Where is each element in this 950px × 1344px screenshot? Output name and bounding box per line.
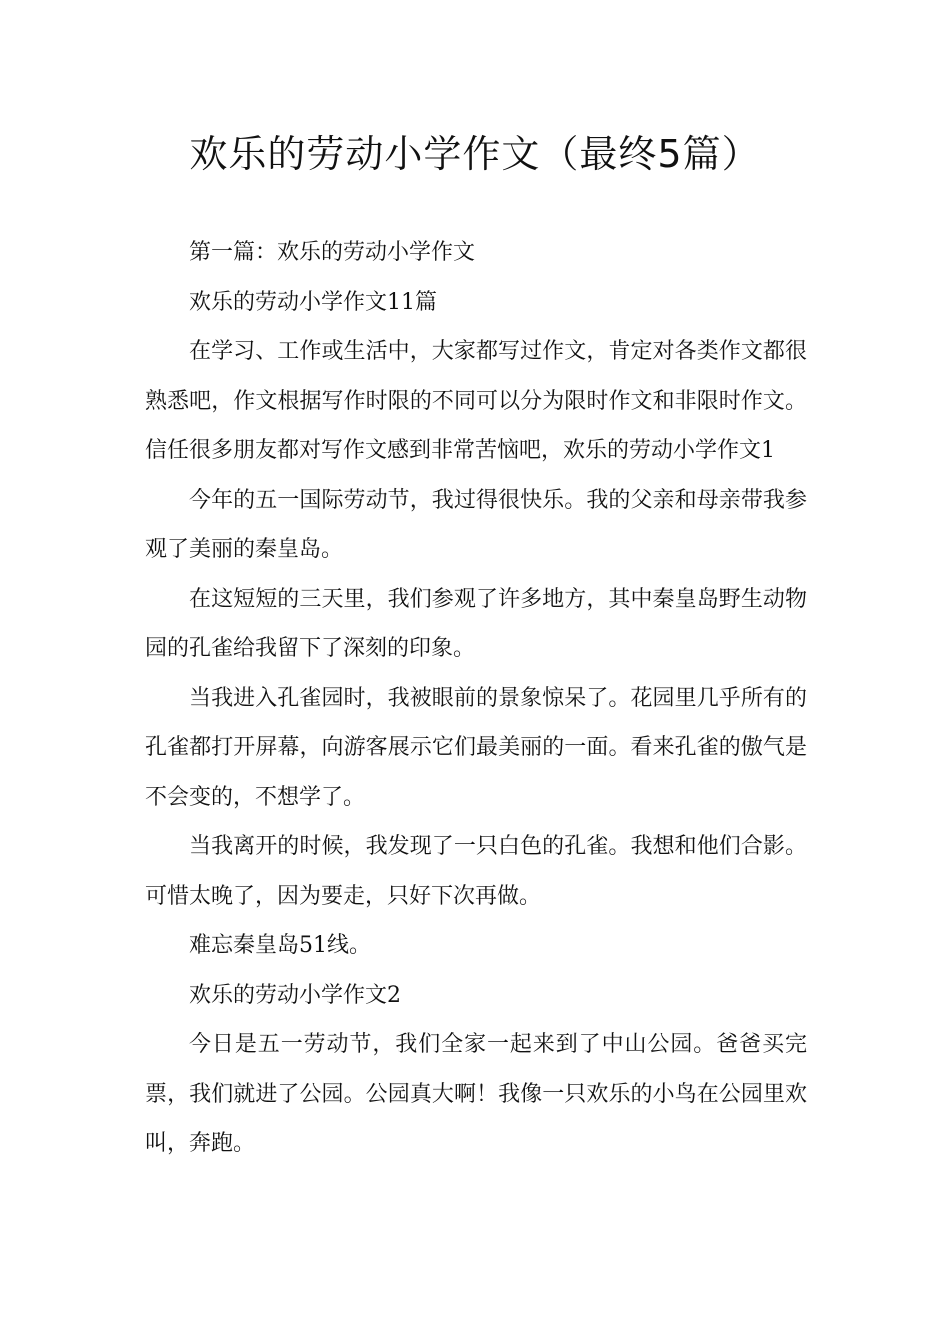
paragraph: 当我进入孔雀园时，我被眼前的景象惊呆了。花园里几乎所有的孔雀都打开屏幕，向游客展示它们最美丽的一面。看来孔雀的傲气是不会变的，不想学了。 — [145, 685, 807, 810]
paragraph: 今年的五一国际劳动节，我过得很快乐。我的父亲和母亲带我参观了美丽的秦皇岛。 — [145, 487, 807, 562]
document-body — [145, 228, 807, 1169]
paragraph: 在学习、工作或生活中，大家都写过作文，肯定对各类作文都很熟悉吧，作文根据写作时限的不同可以分为限时作文和非限时作文。信任很多朋友都对写作文感到非常苦恼吧，欢乐的劳动小学作文1 — [145, 339, 807, 463]
document-title: 欢乐的劳动小学作文（最终5篇） — [189, 132, 761, 176]
paragraph: 在这短短的三天里，我们参观了许多地方，其中秦皇岛野生动物园的孔雀给我留下了深刻的印象。 — [145, 586, 807, 661]
paragraph: 欢乐的劳动小学作文11篇 — [189, 289, 437, 315]
paragraph: 欢乐的劳动小学作文2 — [189, 982, 401, 1008]
paragraph: 当我离开的时候，我发现了一只白色的孔雀。我想和他们合影。可惜太晚了，因为要走，只好下次再做。 — [145, 834, 807, 909]
paragraph: 今日是五一劳动节，我们全家一起来到了中山公园。爸爸买完票，我们就进了公园。公园真大啊！我像一只欢乐的小鸟在公园里欢叫，奔跑。 — [145, 1032, 807, 1156]
paragraph: 第一篇：欢乐的劳动小学作文 — [189, 240, 476, 265]
paragraph: 难忘秦皇岛51线。 — [189, 933, 371, 958]
